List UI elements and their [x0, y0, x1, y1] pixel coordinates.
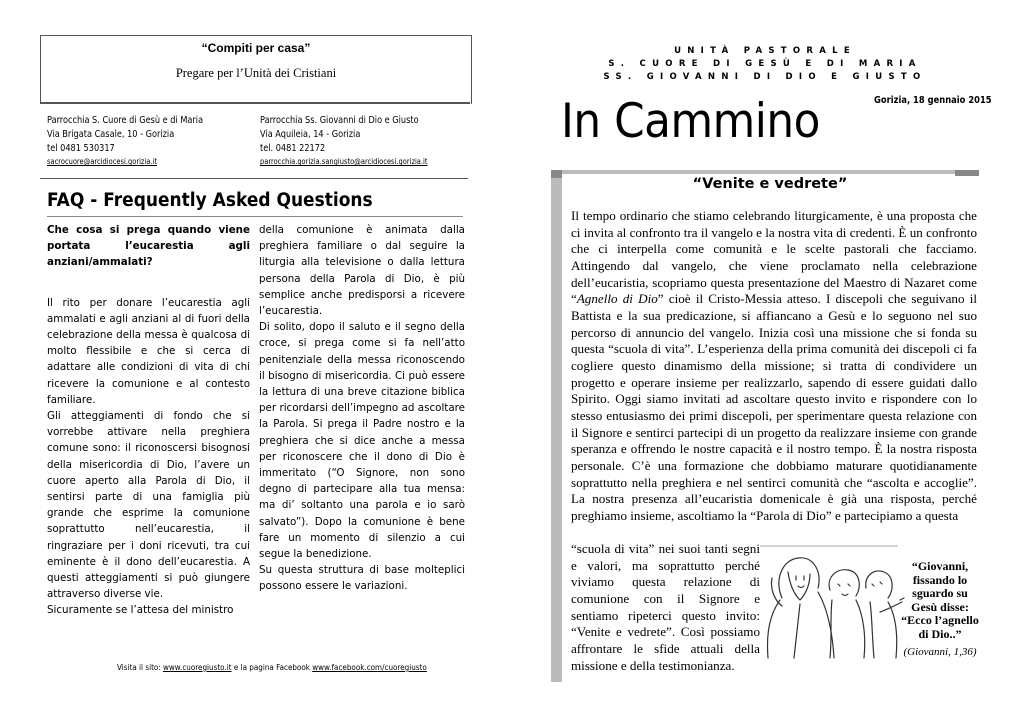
editorial-text: ” cioè il Cristo-Messia atteso. I discepoli che seguivano il Battista e la sua predicazione, si affiancano a Gesù e lo seguono nel suo percorso di annuncio del vangelo. Inizia così una missione che si fonda su questa “scuola di vita”. L’esperienza della prima comunità dei discepoli ci fa cogliere questo dinamismo della missione; si tratta di condividere un progetto e operare insieme per realizzarlo, sapendo di essere guidati dallo Spirito. Oggi siamo invitati ad ascoltare questo invito e rispondere con lo stesso entusiasmo dei primi discepoli, per sperimentare questa relazione con il Signore e sentirci partecipi di un progetto da realizzare insieme con grande speranza e offrendo le nostre capacità e il nostro tempo. È la nostra risposta personale. C’è una formazione che dobbiamo maturare quotidianamente soprattutto nella preghiera e nel sentirci comunità che “ascolta e accoglie”. La nostra presenza all’eucaristia domenicale è già una risposta, perché preghiamo insieme, ascoltiamo la “Parola di Dio” e partecipiamo a questa [571, 291, 977, 523]
faq-question: Che cosa si prega quando viene portata l’eucarestia agli anziani/ammalati? [47, 224, 250, 269]
faq-paragraph: Di solito, dopo il saluto e il segno della croce, si prega come si fa nell’atto penitenziale della messa riconoscendo il bisogno di misericordia. Ci può essere la lettura di una breve citazione biblica per ricordarsi dell’impegno ad ascoltare la Parola. Si prega il Padre nostro e la preghiera che si dice anche a messa per riconoscere che il dono di Dio è immeritato (“O Signore, non sono degno di partecipare alla tua mensa: ma di’ soltanto una parola e io sarò salvato”). Dopo la comunione è bene fare un momento di silenzio a cui segue la benedizione. [259, 321, 465, 561]
parish-email-link[interactable]: parrocchia.gorizia.sangiusto@arcidiocesi.gorizia.it [260, 157, 428, 167]
faq-paragraph: Su questa struttura di base molteplici possono essere le variazioni. [259, 564, 465, 593]
disciples-illustration [760, 540, 905, 660]
editorial-title: “Venite e vedrete” [692, 176, 848, 192]
faq-divider [47, 216, 463, 217]
homework-text: Pregare per l’Unità dei Cristiani [175, 66, 337, 80]
illustration-caption: “Giovanni, fissando lo sguardo su Gesù disse: “Ecco l’agnello di Dio..” [901, 559, 979, 641]
editorial-body [571, 208, 977, 524]
homework-title: “Compiti per casa” [201, 41, 311, 55]
frame-top-bar [551, 170, 979, 174]
jesus-disciples-drawing-icon [760, 540, 905, 660]
frame-left-bar [551, 170, 562, 682]
faq-column-2 [259, 222, 465, 595]
parish-name: Parrocchia Ss. Giovanni di Dio e Giusto [260, 115, 419, 126]
faq-heading: FAQ - Frequently Asked Questions [47, 190, 373, 211]
page-footer [117, 663, 427, 672]
masthead-line-1: UNITÀ PASTORALE [674, 46, 856, 56]
faq-paragraph: della comunione è animata dalla preghiera familiare o dal seguire la liturgia alla televisione o dalla lettura persona della Parola di Dio, è più semplice anche predisporsi a ricevere l’eucarestia. [259, 224, 465, 318]
parish-name: Parrocchia S. Cuore di Gesù e di Maria [47, 115, 204, 126]
parish-phone: tel. 0481 22172 [260, 142, 326, 154]
editorial-italic: Agnello di Dio [576, 291, 658, 307]
editorial-tail: “scuola di vita” nei suoi tanti segni e valori, ma soprattutto perché viviamo questa relazione di comunione con il Signore e sentiamo ripeterci questo invito: “Venite e vedrete”. Così possiamo affrontare le sfide attuali della missione e della testimonianza. [571, 541, 760, 673]
parish-address: Via Brigata Casale, 10 - Gorizia [47, 128, 175, 140]
parish-contact-left [47, 114, 203, 169]
website-link[interactable]: www.cuoregiusto.it [163, 663, 232, 672]
box-divider [40, 102, 470, 104]
faq-paragraph: Gli atteggiamenti di fondo che si vorrebbe attivare nella preghiera comune sono: il riconoscersi bisognosi della misericordia di Dio, l’avere un cuore aperto alla Parola di Dio, il sentirsi parte di una famiglia più grande che esprime la comunione soprattutto nell’eucarestia, il ringraziare per i doni ricevuti, tra cui eminente è il dono dell’eucarestia. A questi atteggiamenti si può giungere attraverso diverse vie. [47, 410, 250, 601]
faq-column-1 [47, 222, 250, 619]
masthead-line-3: SS. GIOVANNI DI DIO E GIUSTO [603, 72, 927, 82]
footer-middle: e la pagina Facebook [231, 663, 313, 672]
faq-paragraph: Sicuramente se l’attesa del ministro [47, 604, 234, 617]
faq-paragraph: Il rito per donare l’eucarestia agli ammalati e agli anziani al di fuori della celebrazione della messa è qualcosa di molto flessibile e che si cerca di adattare alle condizioni di vita di chi ricevere la comunione e al contesto familiare. [47, 296, 250, 406]
frame-corner [551, 170, 562, 178]
facebook-link[interactable]: www.facebook.com/cuoregiusto [312, 663, 427, 672]
parish-contact-right [260, 114, 428, 169]
editorial-text: Il tempo ordinario che stiamo celebrando liturgicamente, è una proposta che ci invita al confronto tra il vangelo e la nostra vita di credenti. È un confronto che ci interpella come comunità e le scelte pastorali che facciamo. Attingendo dal vangelo, che viene proclamato nella celebrazione dell’eucaristia, scopriamo questa presentazione del Maestro di Nazaret come “ [571, 208, 977, 307]
masthead-line-2: S. CUORE DI GESÙ E DI MARIA [608, 59, 922, 69]
parish-email-link[interactable]: sacrocuore@arcidiocesi.gorizia.it [47, 157, 157, 167]
footer-prefix: Visita il sito: [117, 663, 164, 672]
issue-date: Gorizia, 18 gennaio 2015 [874, 95, 992, 106]
caption-reference: (Giovanni, 1,36) [903, 646, 977, 658]
parish-phone: tel 0481 530317 [47, 142, 115, 154]
parish-address: Via Aquileia, 14 - Gorizia [260, 128, 361, 140]
parish-divider [40, 178, 468, 179]
newsletter-title: In Cammino [561, 94, 820, 149]
